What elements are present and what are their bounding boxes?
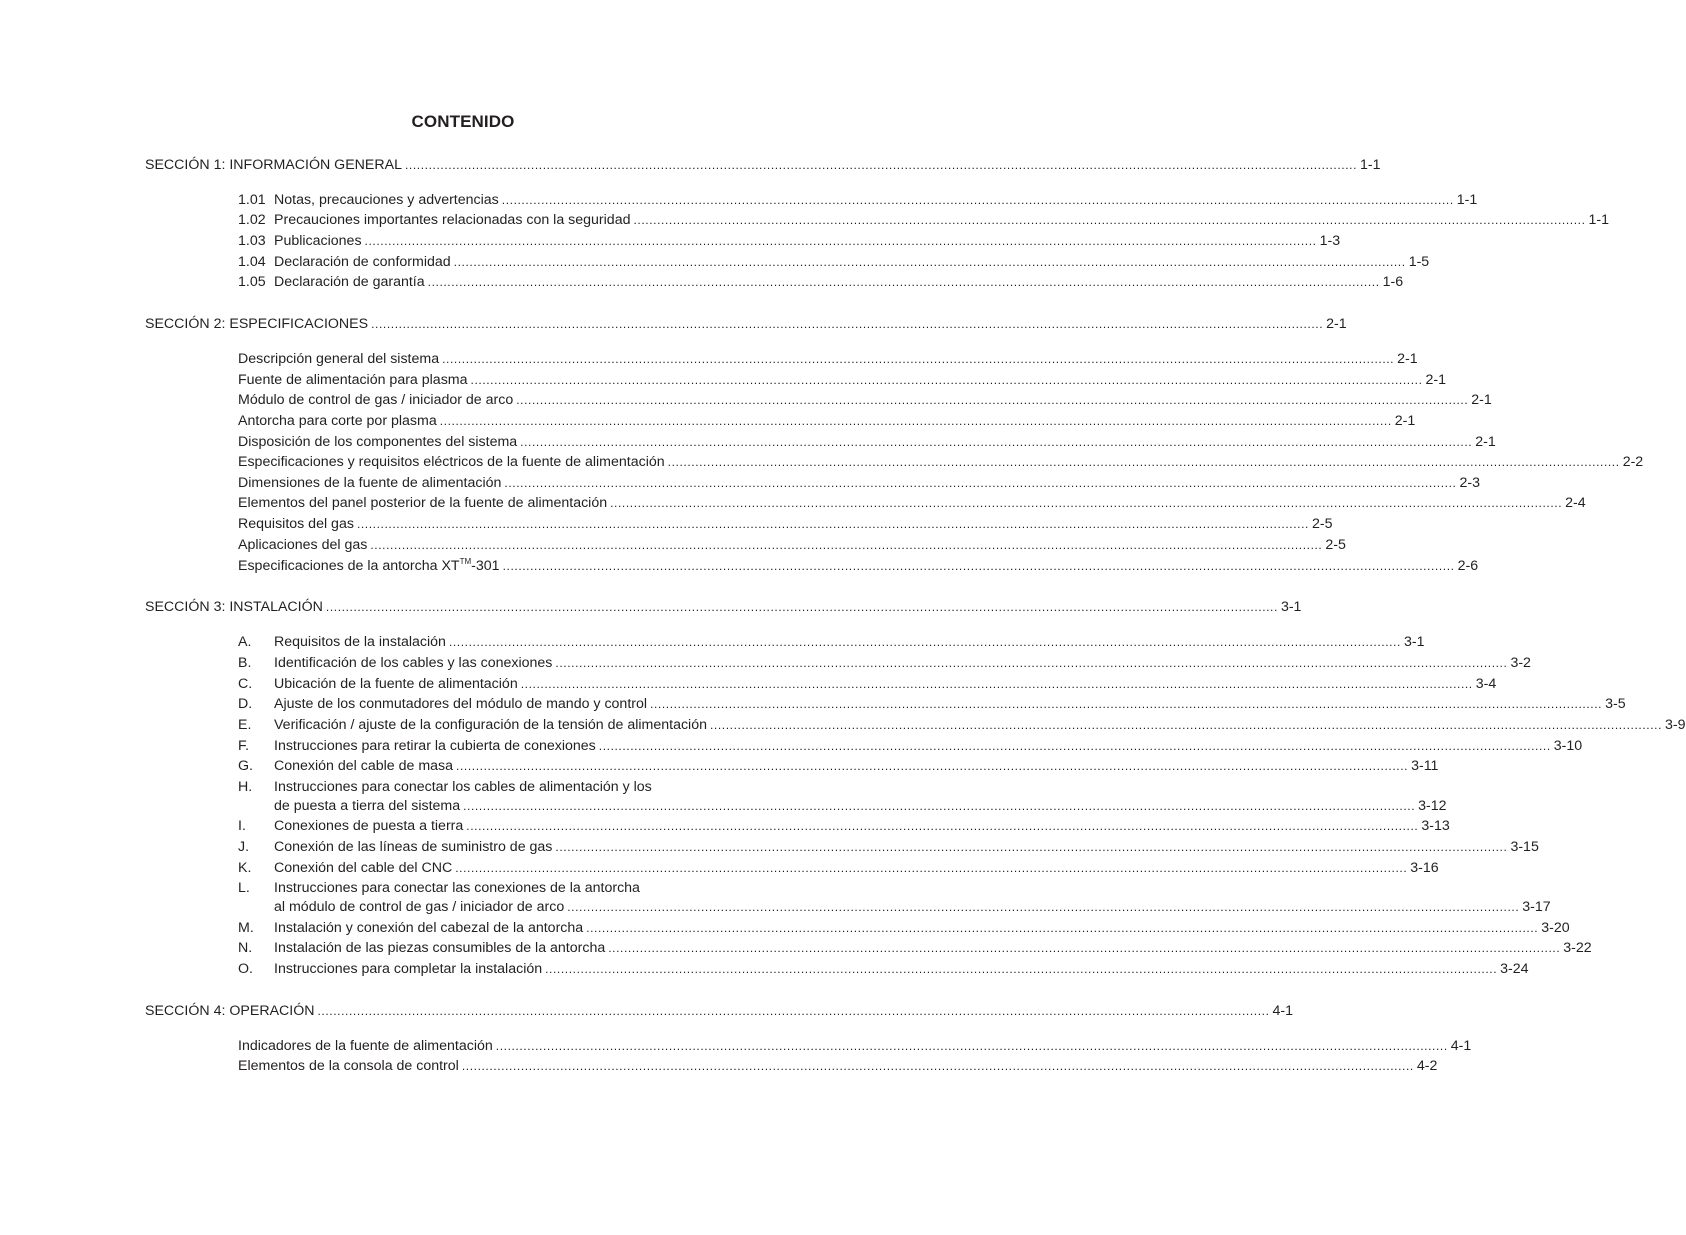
toc-item-e[interactable] [238,715,1686,735]
toc-item[interactable] [238,556,1479,576]
toc-item[interactable] [238,370,1447,390]
leader-dots: .................................................................................................................................................................................................................................................. [555,840,1508,854]
toc-page: 2-1 [1326,316,1347,332]
leader-dots: .................................................................................................................................................................................................................................................. [502,559,1455,573]
toc-item[interactable] [238,1036,1472,1056]
toc-page: 2-2 [1622,454,1644,470]
toc-page: 4-1 [1272,1003,1294,1019]
toc-item-f[interactable] [238,736,1583,756]
toc-label: Antorcha para corte por plasma [238,413,437,429]
toc-label: Fuente de alimentación para plasma [238,372,468,388]
toc-item[interactable] [238,514,1333,534]
toc-item-n[interactable] [238,938,1592,958]
toc-label: Aplicaciones del gas [238,537,368,553]
toc-item[interactable] [238,1056,1438,1076]
toc-label: Conexiones de puesta a tierra [274,818,464,834]
toc-label: Especificaciones y requisitos eléctricos de la fuente de alimentación [238,454,665,470]
toc-item-h-continuation[interactable] [274,796,1447,816]
leader-dots: .................................................................................................................................................................................................................................................. [325,600,1278,614]
toc-label: Precauciones importantes relacionadas con la seguridad [274,212,631,228]
toc-number: 1.01 [238,192,266,208]
leader-dots: .................................................................................................................................................................................................................................................. [501,193,1454,207]
toc-page: 1-5 [1408,254,1430,270]
toc-item[interactable] [238,349,1418,369]
toc-label: Elementos de la consola de control [238,1058,459,1074]
toc-page: 2-3 [1459,475,1480,491]
toc-item-1-02[interactable] [238,210,1610,230]
toc-item-a[interactable] [238,632,1425,652]
toc-page: 3-1 [1403,634,1425,650]
toc-page: 1-3 [1319,233,1341,249]
toc-item-1-05[interactable] [238,272,1404,292]
leader-dots: .................................................................................................................................................................................................................................................. [370,538,1323,552]
leader-dots: .................................................................................................................................................................................................................................................. [567,900,1520,914]
leader-dots: .................................................................................................................................................................................................................................................. [356,517,1309,531]
toc-page: 2-1 [1425,372,1447,388]
toc-number: N. [238,940,253,956]
toc-label: Declaración de conformidad [274,254,451,270]
toc-number: K. [238,860,252,876]
toc-label: Módulo de control de gas / iniciador de arco [238,392,514,408]
toc-page: 2-4 [1565,495,1586,511]
toc-page: 2-1 [1471,392,1492,408]
toc-page: 3-12 [1418,798,1447,814]
toc-label: Indicadores de la fuente de alimentación [238,1038,493,1054]
toc-item[interactable] [238,452,1644,472]
leader-dots: .................................................................................................................................................................................................................................................. [439,414,1392,428]
toc-page: 1-1 [1360,157,1381,173]
toc-page: 1-1 [1456,192,1478,208]
toc-section-2[interactable] [145,314,1347,334]
toc-page: 3-9 [1665,717,1686,733]
page-title: CONTENIDO [411,112,515,131]
toc-number: 1.02 [238,212,266,228]
leader-dots: .................................................................................................................................................................................................................................................. [545,962,1498,976]
toc-label: Verificación / ajuste de la configuración de la tensión de alimentación [274,717,707,733]
toc-page: 3-15 [1510,839,1539,855]
leader-dots: .................................................................................................................................................................................................................................................. [586,921,1539,935]
toc-label: Ajuste de los conmutadores del módulo de mando y control [274,696,648,712]
leader-dots: .................................................................................................................................................................................................................................................. [495,1039,1448,1053]
toc-label [238,556,500,576]
leader-dots: .................................................................................................................................................................................................................................................. [516,393,1469,407]
toc-page: 2-1 [1475,434,1496,450]
leader-dots: .................................................................................................................................................................................................................................................. [453,255,1406,269]
toc-item-1-01[interactable] [238,190,1478,210]
leader-dots: .................................................................................................................................................................................................................................................. [364,234,1317,248]
toc-label: Instrucciones para conectar las conexiones de la antorcha [274,880,640,896]
leader-dots: .................................................................................................................................................................................................................................................. [667,455,1620,469]
toc-label: Instalación de las piezas consumibles de la antorcha [274,940,606,956]
toc-page: 4-2 [1416,1058,1438,1074]
toc-label: Notas, precauciones y advertencias [274,192,499,208]
toc-item-o[interactable] [238,959,1529,979]
toc-label-suffix: -301 [471,558,500,574]
toc-section-4[interactable] [145,1001,1294,1021]
leader-dots: .................................................................................................................................................................................................................................................. [504,476,1457,490]
toc-item-g[interactable] [238,756,1439,776]
toc-number: O. [238,961,253,977]
toc-label: Instrucciones para conectar los cables de alimentación y los [274,779,652,795]
toc-item[interactable] [238,493,1586,513]
toc-item-m[interactable] [238,918,1570,938]
leader-dots: .................................................................................................................................................................................................................................................. [470,373,1423,387]
leader-dots: .................................................................................................................................................................................................................................................. [317,1004,1270,1018]
toc-item-b[interactable] [238,653,1531,673]
toc-page: 2-1 [1397,351,1418,367]
leader-dots: .................................................................................................................................................................................................................................................. [461,1059,1414,1073]
toc-item-h[interactable] [238,777,813,797]
toc-item-c[interactable] [238,674,1497,694]
leader-dots: .................................................................................................................................................................................................................................................. [520,435,1473,449]
toc-item-1-04[interactable] [238,252,1430,272]
toc-page: 3-20 [1541,920,1570,936]
toc-item-j[interactable] [238,837,1539,857]
toc-item[interactable] [238,432,1496,452]
toc-item-1-03[interactable] [238,231,1341,251]
toc-page: 3-13 [1421,818,1450,834]
toc-label: SECCIÓN 1: INFORMACIÓN GENERAL [145,157,402,173]
toc-label: SECCIÓN 4: OPERACIÓN [145,1003,315,1019]
leader-dots: .................................................................................................................................................................................................................................................. [520,677,1473,691]
toc-page: 3-10 [1553,738,1583,754]
toc-label: Conexión del cable de masa [274,758,454,774]
toc-label: Ubicación de la fuente de alimentación [274,676,518,692]
leader-dots: .................................................................................................................................................................................................................................................. [650,697,1603,711]
toc-label: Declaración de garantía [274,274,425,290]
toc-page: 2-5 [1311,516,1333,532]
toc-label: Instrucciones para retirar la cubierta de conexiones [274,738,596,754]
toc-page: 2-5 [1325,537,1346,553]
toc-page: 3-1 [1280,599,1302,615]
toc-number: A. [238,634,252,650]
toc-item-k[interactable] [238,858,1439,878]
toc-number: M. [238,920,254,936]
toc-label: Disposición de los componentes del sistema [238,434,518,450]
leader-dots: .................................................................................................................................................................................................................................................. [633,213,1586,227]
toc-page: 2-6 [1457,558,1479,574]
toc-page: 4-1 [1450,1038,1472,1054]
toc-number: G. [238,758,253,774]
toc-number: B. [238,655,252,671]
toc-number: I. [238,818,246,834]
toc-label: Elementos del panel posterior de la fuente de alimentación [238,495,608,511]
toc-number: E. [238,717,252,733]
trademark: TM [459,557,472,566]
toc-item-i[interactable] [238,816,1450,836]
toc-item[interactable] [238,473,1480,493]
toc-page: 3-17 [1522,899,1551,915]
leader-dots: .................................................................................................................................................................................................................................................. [442,352,1395,366]
toc-page: 3-5 [1605,696,1626,712]
toc-page: 3-16 [1410,860,1439,876]
toc-page: 1-6 [1382,274,1404,290]
toc-label: al módulo de control de gas / iniciador de arco [274,899,565,915]
toc-label: Dimensiones de la fuente de alimentación [238,475,502,491]
toc-number: F. [238,738,250,754]
toc-item[interactable] [238,411,1416,431]
toc-page: 1-1 [1588,212,1610,228]
toc-label: Instrucciones para completar la instalación [274,961,543,977]
toc-page: 2-1 [1394,413,1416,429]
toc-number: L. [238,880,250,896]
toc-label: Publicaciones [274,233,362,249]
toc-label: Conexión del cable del CNC [274,860,453,876]
toc-page: 3-11 [1411,758,1439,774]
toc-label: Descripción general del sistema [238,351,440,367]
leader-dots: .................................................................................................................................................................................................................................................. [405,158,1358,172]
leader-dots: .................................................................................................................................................................................................................................................. [456,759,1409,773]
toc-label: Requisitos de la instalación [274,634,446,650]
leader-dots: .................................................................................................................................................................................................................................................. [463,799,1416,813]
toc-item[interactable] [238,535,1346,555]
toc-page: 3-24 [1500,961,1529,977]
toc-label: Identificación de los cables y las conexiones [274,655,553,671]
leader-dots: .................................................................................................................................................................................................................................................. [371,317,1324,331]
toc-item-l-continuation[interactable] [274,897,1551,917]
toc-number: 1.04 [238,254,266,270]
leader-dots: .................................................................................................................................................................................................................................................. [608,941,1561,955]
leader-dots: .................................................................................................................................................................................................................................................. [710,718,1663,732]
leader-dots: .................................................................................................................................................................................................................................................. [555,656,1508,670]
toc-number: 1.03 [238,233,266,249]
toc-label: SECCIÓN 3: INSTALACIÓN [145,599,323,615]
toc-page: 3-22 [1563,940,1592,956]
toc-item[interactable] [238,390,1492,410]
toc-label-text: Especificaciones de la antorcha XT [238,558,460,574]
toc-label: Requisitos del gas [238,516,354,532]
leader-dots: .................................................................................................................................................................................................................................................. [455,861,1408,875]
toc-label: de puesta a tierra del sistema [274,798,461,814]
toc-section-1[interactable] [145,155,1381,175]
toc-number: 1.05 [238,274,266,290]
leader-dots: .................................................................................................................................................................................................................................................. [610,496,1563,510]
toc-item-d[interactable] [238,694,1626,714]
toc-number: C. [238,676,253,692]
toc-label: Conexión de las líneas de suministro de gas [274,839,553,855]
leader-dots: .................................................................................................................................................................................................................................................. [598,739,1551,753]
toc-number: H. [238,779,253,795]
toc-page: 3-2 [1510,655,1531,671]
toc-label: SECCIÓN 2: ESPECIFICACIONES [145,316,369,332]
toc-page: 3-4 [1475,676,1497,692]
toc-label: Instalación y conexión del cabezal de la antorcha [274,920,584,936]
toc-number: J. [238,839,250,855]
toc-item-l[interactable] [238,878,813,898]
leader-dots: .................................................................................................................................................................................................................................................. [466,819,1419,833]
toc-number: D. [238,696,253,712]
leader-dots: .................................................................................................................................................................................................................................................. [448,635,1401,649]
leader-dots: .................................................................................................................................................................................................................................................. [427,275,1380,289]
toc-section-3[interactable] [145,597,1302,617]
